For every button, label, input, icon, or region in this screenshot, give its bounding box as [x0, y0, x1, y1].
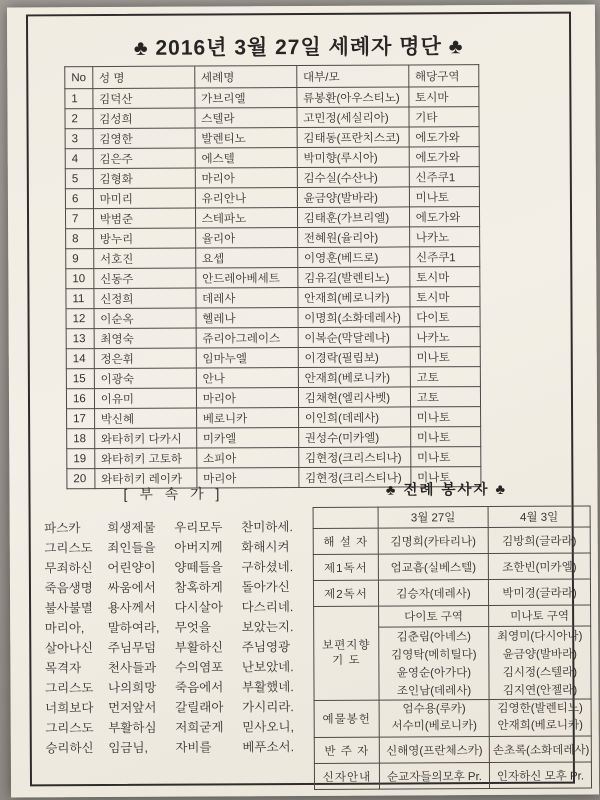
- hymn-word: 양떼들을: [174, 560, 223, 575]
- hymn-word: 저희굳게: [175, 720, 224, 735]
- hymn-title: [ 부 속 가 ]: [123, 485, 224, 502]
- hymn-word: 불사불멸: [44, 601, 93, 616]
- cell-baptismal-name: 베로니카: [196, 408, 298, 429]
- cell-district: 신주쿠1: [409, 167, 479, 187]
- servers-row: [313, 527, 590, 554]
- hymn-word: 자비를: [175, 740, 212, 755]
- cell-district: 토시마: [410, 287, 480, 307]
- cell-godparent: 고민정(세실리아): [297, 107, 409, 128]
- cell-name: 박신혜: [94, 408, 196, 429]
- cell-godparent: 이영훈(베드로): [297, 247, 409, 268]
- baptism-table-header: [65, 65, 479, 89]
- hymn-word: 죄인들을: [107, 540, 156, 556]
- hymn-word: 가시리라.: [242, 700, 294, 715]
- hymn-word: 무죄하신: [44, 561, 93, 576]
- cell-name: 박범준: [93, 208, 195, 229]
- hymn-word: 부활했네.: [241, 680, 294, 695]
- cell-godparent: 윤금양(발바라): [297, 187, 409, 208]
- hymn-word: 목격자: [44, 661, 82, 676]
- cell-baptismal-name: 마리아: [196, 388, 298, 409]
- hymn-word: 그리스도: [44, 681, 94, 696]
- hymn-line: [45, 517, 303, 538]
- cell-name: 최영숙: [94, 328, 196, 349]
- baptism-row: [67, 407, 481, 429]
- cell-no: 9: [66, 249, 94, 269]
- hymn-word: 구하셨네.: [241, 560, 294, 575]
- cell-district: 에도가와: [409, 207, 479, 227]
- hymn-word: 갈릴래아: [175, 700, 224, 715]
- liturgy-servers-section: [312, 478, 590, 790]
- servers-header-row: [313, 506, 590, 528]
- cell-district: 토시마: [409, 87, 479, 107]
- cell-no: 4: [65, 149, 93, 169]
- hymn-word: 승리하신: [45, 741, 94, 756]
- baptism-table-body: [65, 87, 481, 489]
- cell-district: 에도가와: [409, 127, 479, 147]
- prayer-name-1: 윤영순(아가다): [379, 663, 489, 682]
- offering-row: [314, 699, 591, 737]
- cell-baptismal-name: 안드레아베세트: [196, 268, 298, 289]
- servers-row: [314, 736, 591, 763]
- cell-district: 미나토: [410, 407, 480, 427]
- cell-name: 서호진: [93, 248, 195, 269]
- servers-name-2: 손초록(소화데레사): [489, 736, 591, 763]
- servers-title: ♣ 전례 봉사자 ♣: [385, 481, 508, 499]
- prayer-name-2: 김시정(스텔라): [489, 662, 591, 681]
- header-district: 해당구역: [408, 65, 478, 87]
- servers-row: [314, 762, 591, 789]
- hymn-line: [45, 557, 303, 578]
- cell-baptismal-name: 미카엘: [196, 428, 298, 449]
- cell-name: 와타히키 고토하: [94, 448, 196, 469]
- cell-baptismal-name: 안나: [196, 368, 298, 389]
- baptism-row: [66, 247, 480, 269]
- cell-district: 다이토: [410, 307, 480, 327]
- cell-district: 미나토: [410, 447, 480, 467]
- servers-table: [313, 505, 592, 789]
- cell-baptismal-name: 스텔라: [195, 108, 297, 129]
- hymn-line: [45, 597, 303, 618]
- cell-district: 미나토: [409, 187, 479, 207]
- cell-baptismal-name: 쥬리아그레이스: [196, 328, 298, 349]
- servers-date-1: 3월 27일: [378, 507, 488, 529]
- cell-godparent: 이인희(데레사): [298, 407, 410, 428]
- hymn-word: 싸움에서: [107, 580, 156, 596]
- page-title: ♣ 2016년 3월 27일 세례자 명단 ♣: [133, 35, 464, 60]
- servers-role-label: 제2독서: [313, 580, 378, 606]
- cell-name: 이유미: [94, 388, 196, 409]
- servers-name-2: 박미경(글라라): [488, 579, 590, 606]
- hymn-lines: [45, 517, 304, 758]
- cell-godparent: 김태동(프란치스코): [297, 127, 409, 148]
- baptism-row: [65, 127, 479, 149]
- hymn-word: 용사께서: [107, 600, 156, 616]
- cell-no: 12: [66, 309, 94, 329]
- offering-name: 김영한(발렌티노): [497, 702, 583, 715]
- hymn-line: [46, 717, 304, 738]
- cell-baptismal-name: 스테파노: [195, 208, 297, 229]
- hymn-word: 죽음생명: [44, 581, 93, 596]
- baptism-row: [66, 387, 480, 409]
- hymn-word: 부활하심: [108, 720, 157, 736]
- baptism-row: [65, 207, 479, 229]
- hymn-word: 마리아,: [44, 621, 85, 636]
- hymn-line: [45, 577, 303, 598]
- baptism-row: [66, 327, 480, 349]
- servers-role-label: 신자안내: [314, 763, 379, 789]
- servers-role-label: 반 주 자: [314, 737, 379, 763]
- baptism-row: [66, 367, 480, 389]
- baptism-row: [65, 167, 479, 189]
- prayer-subheader-row: [314, 605, 591, 627]
- hymn-word: 화해시켜: [241, 540, 290, 555]
- prayer-district-1: 다이토 구역: [379, 606, 489, 628]
- offering-names-1: [379, 700, 489, 738]
- hymn-word: 난보았네.: [241, 660, 294, 675]
- cell-baptismal-name: 가브리엘: [195, 88, 297, 109]
- cell-no: 13: [66, 329, 94, 349]
- cell-no: 17: [67, 409, 95, 429]
- cell-baptismal-name: 헬레나: [196, 308, 298, 329]
- hymn-word: 말하여라,: [107, 620, 160, 636]
- hymn-word: 주님무덤: [107, 640, 157, 656]
- hymn-word: 아버지께: [174, 540, 223, 555]
- header-godparent: 대부/모: [296, 65, 408, 88]
- prayer-name-2: 최영미(다시아나): [489, 626, 591, 645]
- hymn-word: 참혹하게: [174, 580, 223, 595]
- cell-name: 이광숙: [94, 368, 196, 389]
- hymn-word: 베푸소서.: [242, 740, 295, 755]
- servers-name-1: 순교자들의모후 Pr.: [379, 763, 489, 790]
- servers-header-blank: [313, 507, 378, 528]
- cell-baptismal-name: 율리아: [195, 228, 297, 249]
- baptism-row: [65, 187, 479, 209]
- cell-no: 18: [67, 429, 95, 449]
- hymn-word: 수의염포: [174, 660, 224, 675]
- cell-no: 16: [66, 389, 94, 409]
- cell-name: 신동주: [94, 268, 196, 289]
- baptism-header-row: [65, 65, 479, 89]
- cell-baptismal-name: 에스텔: [195, 148, 297, 169]
- cell-no: 15: [66, 369, 94, 389]
- servers-role-label: 제1독서: [313, 554, 378, 580]
- servers-row: [313, 553, 590, 580]
- cell-godparent: 이복순(막달레나): [298, 327, 410, 348]
- hymn-word: 나의희망: [107, 680, 157, 696]
- cell-godparent: 김현정(크리스티나): [299, 467, 411, 488]
- cell-no: 11: [66, 289, 94, 309]
- cell-no: 10: [66, 269, 94, 289]
- hymn-line: [45, 537, 303, 558]
- cell-godparent: 김유길(발렌티노): [298, 267, 410, 288]
- hymn-word: 어린양이: [107, 560, 156, 576]
- cell-no: 2: [65, 109, 93, 129]
- page-border: [26, 12, 590, 787]
- cell-district: 신주쿠1: [409, 247, 479, 267]
- cell-godparent: 박미향(루시아): [297, 147, 409, 168]
- cell-name: 김성희: [93, 108, 195, 129]
- cell-baptismal-name: 유리안나: [195, 188, 297, 209]
- hymn-word: 죽음에서: [174, 680, 224, 695]
- hymn-line: [45, 657, 303, 678]
- prayer-label: [314, 606, 379, 700]
- cell-name: 신정희: [94, 288, 196, 309]
- servers-name-2: 인자하신 모후 Pr.: [489, 762, 591, 789]
- baptism-row: [66, 267, 480, 289]
- hymn-word: 먼저앞서: [108, 700, 157, 716]
- cell-no: 7: [65, 209, 93, 229]
- cell-name: 와타히키 다카시: [94, 428, 196, 449]
- hymn-word: 희생제물: [107, 520, 156, 536]
- cell-godparent: 안재희(베로니카): [298, 367, 410, 388]
- hymn-word: 파스카: [44, 521, 81, 536]
- hymn-line: [45, 637, 303, 658]
- cell-no: 19: [67, 449, 95, 469]
- hymn-word: 살아나신: [44, 641, 94, 656]
- servers-name-1: 김승자(데레사): [378, 580, 488, 607]
- sequence-hymn-section: [44, 483, 303, 758]
- hymn-word: 우리모두: [174, 520, 223, 535]
- hymn-word: 찬미하세.: [241, 520, 293, 535]
- cell-godparent: 김수실(수산나): [297, 167, 409, 188]
- header-name: 성 명: [92, 66, 194, 89]
- prayer-name-1: 조인남(데레사): [379, 681, 489, 700]
- cell-godparent: 이명희(소화데레사): [298, 307, 410, 328]
- cell-baptismal-name: 임마누엘: [196, 348, 298, 369]
- header-baptismal-name: 세례명: [194, 66, 296, 89]
- cell-district: 미나토: [411, 467, 481, 487]
- cell-godparent: 류봉환(아우스티노): [297, 87, 409, 108]
- hymn-word: 돌아가신: [241, 580, 290, 595]
- cell-godparent: 전혜원(율리아): [297, 227, 409, 248]
- baptism-row: [66, 307, 480, 329]
- offering-names-2: [489, 699, 591, 737]
- cell-name: 이순옥: [94, 308, 196, 329]
- baptism-row: [67, 427, 481, 449]
- servers-name-1: 엄교흠(실베스텔): [378, 554, 488, 581]
- cell-name: 마미리: [93, 188, 195, 209]
- prayer-name-1: 김영탁(메히틸다): [379, 645, 489, 664]
- baptism-table: [64, 64, 481, 489]
- cell-name: 김덕산: [93, 88, 195, 109]
- cell-godparent: 김채현(엘리사벳): [298, 387, 410, 408]
- hymn-word: 믿사오니,: [242, 720, 295, 735]
- cell-baptismal-name: 마리아: [195, 168, 297, 189]
- cell-name: 방누리: [93, 228, 195, 249]
- hymn-word: 천사들과: [107, 660, 157, 676]
- servers-name-1: 신해영(프란체스카): [379, 737, 489, 764]
- servers-name-1: 김명희(카타리나): [378, 528, 488, 555]
- cell-district: 기타: [409, 107, 479, 127]
- baptism-row: [66, 347, 480, 369]
- baptism-row: [65, 147, 479, 169]
- cell-godparent: 김현정(크리스티나): [298, 447, 410, 468]
- baptism-row: [65, 107, 479, 129]
- cell-no: 1: [65, 89, 93, 109]
- baptism-row: [66, 227, 480, 249]
- hymn-word: 그리스도: [44, 541, 93, 556]
- cell-baptismal-name: 요셉: [195, 248, 297, 269]
- cell-no: 20: [67, 469, 95, 489]
- prayer-name-1: 김춘림(아녜스): [379, 627, 489, 646]
- cell-district: 나카노: [410, 327, 480, 347]
- cell-name: 김형화: [93, 168, 195, 189]
- cell-baptismal-name: 데레사: [196, 288, 298, 309]
- prayer-district-2: 미나토 구역: [489, 605, 591, 627]
- prayer-name-2: 김지연(안젤라): [489, 680, 591, 699]
- paper-photo: [7, 4, 599, 797]
- prayer-name-2: 윤금양(발바라): [489, 644, 591, 663]
- cell-godparent: 안재희(베로니카): [298, 287, 410, 308]
- cell-name: 김영한: [93, 128, 195, 149]
- hymn-word: 주님영광: [241, 640, 291, 655]
- baptism-row: [67, 447, 481, 469]
- hymn-word: 부활하신: [174, 640, 224, 655]
- cell-godparent: 김태훈(가브리엘): [297, 207, 409, 228]
- offering-label: 예물봉헌: [314, 700, 379, 737]
- cell-no: 14: [66, 349, 94, 369]
- hymn-word: 너희보다: [45, 701, 94, 716]
- baptism-row: [66, 287, 480, 309]
- cell-name: 와타히키 레이카: [95, 468, 197, 489]
- hymn-word: 다시살아: [174, 600, 223, 615]
- hymn-line: [45, 617, 303, 638]
- cell-district: 토시마: [410, 267, 480, 287]
- cell-district: 미나토: [410, 347, 480, 367]
- hymn-word: 임금님,: [108, 740, 149, 756]
- cell-district: 고토: [410, 387, 480, 407]
- cell-name: 정은휘: [94, 348, 196, 369]
- hymn-word: 그리스도: [45, 721, 94, 736]
- cell-district: 에도가와: [409, 147, 479, 167]
- cell-baptismal-name: 소피아: [196, 448, 298, 469]
- offering-name: 서수미(베로니카): [391, 720, 477, 733]
- prayer-label-line: 보편지향: [322, 639, 371, 652]
- header-no: No: [65, 67, 93, 89]
- servers-role-label: 해 설 자: [313, 528, 378, 554]
- cell-baptismal-name: 발렌티노: [195, 128, 297, 149]
- cell-district: 미나토: [410, 427, 480, 447]
- cell-no: 6: [65, 189, 93, 209]
- cell-godparent: 이경락(필립보): [298, 347, 410, 368]
- offering-name: 엄수용(루카): [402, 703, 466, 716]
- cell-baptismal-name: 마리아: [197, 468, 299, 489]
- cell-district: 나카노: [409, 227, 479, 247]
- hymn-word: 무엇을: [174, 620, 211, 635]
- hymn-word: 보았는지.: [241, 620, 294, 635]
- servers-name-2: 조한빈(미카엘): [488, 553, 590, 580]
- offering-name: 안재희(베로니카): [497, 719, 583, 732]
- baptism-row: [65, 87, 479, 109]
- cell-district: 고토: [410, 367, 480, 387]
- hymn-word: 다스리네.: [241, 600, 294, 615]
- cell-name: 김은주: [93, 148, 195, 169]
- cell-godparent: 권성수(미카엘): [298, 427, 410, 448]
- prayer-label-line: 기 도: [332, 654, 361, 667]
- cell-no: 3: [65, 129, 93, 149]
- servers-table-body: [313, 506, 591, 789]
- cell-no: 5: [65, 169, 93, 189]
- servers-row: [313, 579, 590, 606]
- cell-no: 8: [66, 229, 94, 249]
- servers-date-2: 4월 3일: [488, 506, 590, 528]
- servers-name-2: 김방희(글라라): [488, 527, 590, 554]
- hymn-line: [45, 677, 303, 698]
- hymn-line: [46, 697, 304, 718]
- hymn-line: [46, 737, 304, 758]
